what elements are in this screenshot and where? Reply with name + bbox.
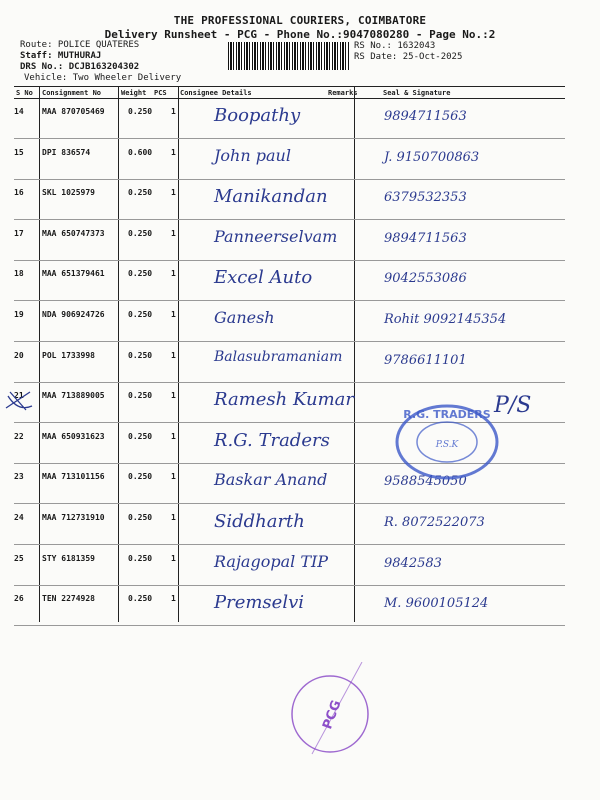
row-weight: 0.250 (128, 350, 153, 360)
row-sno: 17 (14, 228, 24, 238)
row-consignment-no: DPI 836574 (42, 147, 91, 157)
row-pcs: 1 (171, 228, 176, 238)
row-weight: 0.250 (128, 513, 153, 522)
col-consignee: Consignee Details (180, 89, 252, 97)
row-consignee-handwritten: John paul (214, 145, 291, 165)
col-remarks: Remarks (328, 89, 358, 97)
row-weight: 0.250 (128, 431, 153, 441)
table-row (14, 343, 565, 383)
table-top-rule (14, 86, 565, 87)
col-sno: S No (16, 89, 33, 97)
row-consignment-no: MAA 712731910 (42, 513, 105, 522)
row-sno: 25 (14, 553, 24, 563)
row-sno: 22 (14, 431, 24, 441)
row-pcs: 1 (171, 147, 176, 157)
table-row (14, 99, 565, 139)
row-consignee-handwritten: R.G. Traders (214, 429, 330, 451)
row-consignee-handwritten: Premselvi (214, 592, 305, 614)
row-sno: 14 (14, 107, 24, 116)
row-weight: 0.250 (128, 472, 153, 482)
company-seal-text: R.G. TRADERS (403, 408, 491, 421)
row-consignee-handwritten: Boopathy (214, 105, 301, 126)
row-pcs: 1 (171, 513, 176, 522)
row-signature: 9842583 (384, 555, 442, 571)
row-divider (14, 625, 565, 626)
row-signature: 9786611101 (384, 352, 467, 368)
row-sno: 19 (14, 310, 24, 319)
col-seal-signature: Seal & Signature (383, 89, 451, 97)
row-signature: 6379532353 (384, 190, 467, 206)
pcg-stamp (282, 662, 382, 762)
rs-number: RS No.: 1632043 (354, 41, 436, 51)
row-pcs: 1 (171, 391, 176, 401)
row-pcs: 1 (171, 594, 176, 604)
row-weight: 0.250 (128, 107, 153, 116)
table-row (14, 586, 565, 626)
row-consignment-no: MAA 713101156 (42, 472, 105, 482)
drs-label: DRS No.: DCJB163204302 (20, 62, 140, 72)
row-consignment-no: TEN 2274928 (42, 594, 95, 604)
table-row (14, 546, 565, 586)
row-sno: 20 (14, 350, 24, 360)
row-consignee-handwritten: Rajagopal TIP (214, 551, 329, 571)
row-sno: 15 (14, 147, 24, 157)
row-pcs: 1 (171, 350, 176, 360)
table-row (14, 180, 565, 220)
row-weight: 0.250 (128, 553, 153, 563)
row-consignment-no: SKL 1025979 (42, 188, 95, 198)
margin-scribble (4, 388, 34, 414)
row-consignment-no: MAA 650747373 (42, 228, 105, 238)
row-sno: 18 (14, 269, 24, 279)
row-signature: R. 8072522073 (384, 515, 485, 530)
col-pcs: PCS (154, 89, 167, 97)
rs-date: RS Date: 25-Oct-2025 (354, 52, 463, 62)
row-weight: 0.250 (128, 188, 153, 198)
row-pcs: 1 (171, 431, 176, 441)
row-sno: 21 (14, 391, 24, 401)
row-consignee-handwritten: Baskar Anand (214, 470, 328, 490)
row-signature: 9042553086 (384, 271, 467, 287)
staff-label: Staff: MUTHURAJ (20, 51, 102, 61)
row-signature: Rohit 9092145354 (384, 312, 507, 327)
row-pcs: 1 (171, 188, 176, 198)
row-consignee-handwritten: Manikandan (214, 186, 328, 208)
table-row (14, 261, 565, 301)
runsheet-subtitle: Delivery Runsheet - PCG - Phone No.:9047080280 - Page No.:2 (104, 28, 496, 41)
row-signature: J. 9150700863 (384, 149, 480, 165)
row-consignment-no: MAA 651379461 (42, 269, 105, 279)
col-weight: Weight (121, 89, 147, 97)
row-pcs: 1 (171, 310, 176, 319)
row-weight: 0.250 (128, 391, 153, 401)
company-title: THE PROFESSIONAL COURIERS, COIMBATORE (173, 14, 427, 27)
row-consignment-no: NDA 906924726 (42, 310, 105, 319)
row-consignee-handwritten: Ganesh (214, 308, 275, 327)
route-label: Route: POLICE QUATERES (20, 40, 140, 50)
row-signature: 9588545050 (384, 474, 467, 490)
row-consignment-no: MAA 713889005 (42, 391, 105, 401)
row-consignment-no: STY 6181359 (42, 553, 95, 563)
row-sno: 23 (14, 472, 24, 482)
row-consignment-no: MAA 870705469 (42, 107, 105, 116)
runsheet-barcode (228, 42, 350, 70)
company-seal-stamp (392, 402, 502, 482)
row-consignee-handwritten: Balasubramaniam (214, 348, 343, 365)
table-row (14, 302, 565, 342)
row-sno: 26 (14, 594, 24, 604)
table-row (14, 505, 565, 545)
row-weight: 0.250 (128, 310, 153, 319)
company-seal-center: P.S.K (435, 440, 459, 450)
row-signature: M. 9600105124 (384, 596, 489, 612)
row-consignment-no: POL 1733998 (42, 350, 95, 360)
row-pcs: 1 (171, 472, 176, 482)
row-weight: 0.250 (128, 228, 153, 238)
row-weight: 0.250 (128, 269, 153, 279)
row-signature: P/S (494, 393, 532, 419)
row-pcs: 1 (171, 269, 176, 279)
row-sno: 24 (14, 513, 24, 522)
row-consignee-handwritten: Excel Auto (214, 267, 313, 289)
row-consignee-handwritten: Ramesh Kumar (214, 389, 355, 411)
pcg-stamp-text: PCG (320, 698, 345, 732)
row-weight: 0.600 (128, 147, 153, 157)
vehicle-label: Vehicle: Two Wheeler Delivery (24, 73, 182, 83)
table-row (14, 221, 565, 261)
row-sno: 16 (14, 188, 24, 198)
row-pcs: 1 (171, 107, 176, 116)
row-consignee-handwritten: Panneerselvam (214, 226, 338, 246)
row-signature: 9894711563 (384, 109, 467, 124)
row-weight: 0.250 (128, 594, 153, 604)
table-row (14, 140, 565, 180)
row-consignee-handwritten: Siddharth (214, 511, 305, 532)
row-pcs: 1 (171, 553, 176, 563)
col-consignment: Consignment No (42, 89, 102, 97)
row-signature: 9894711563 (384, 230, 467, 246)
row-consignment-no: MAA 650931623 (42, 431, 105, 441)
